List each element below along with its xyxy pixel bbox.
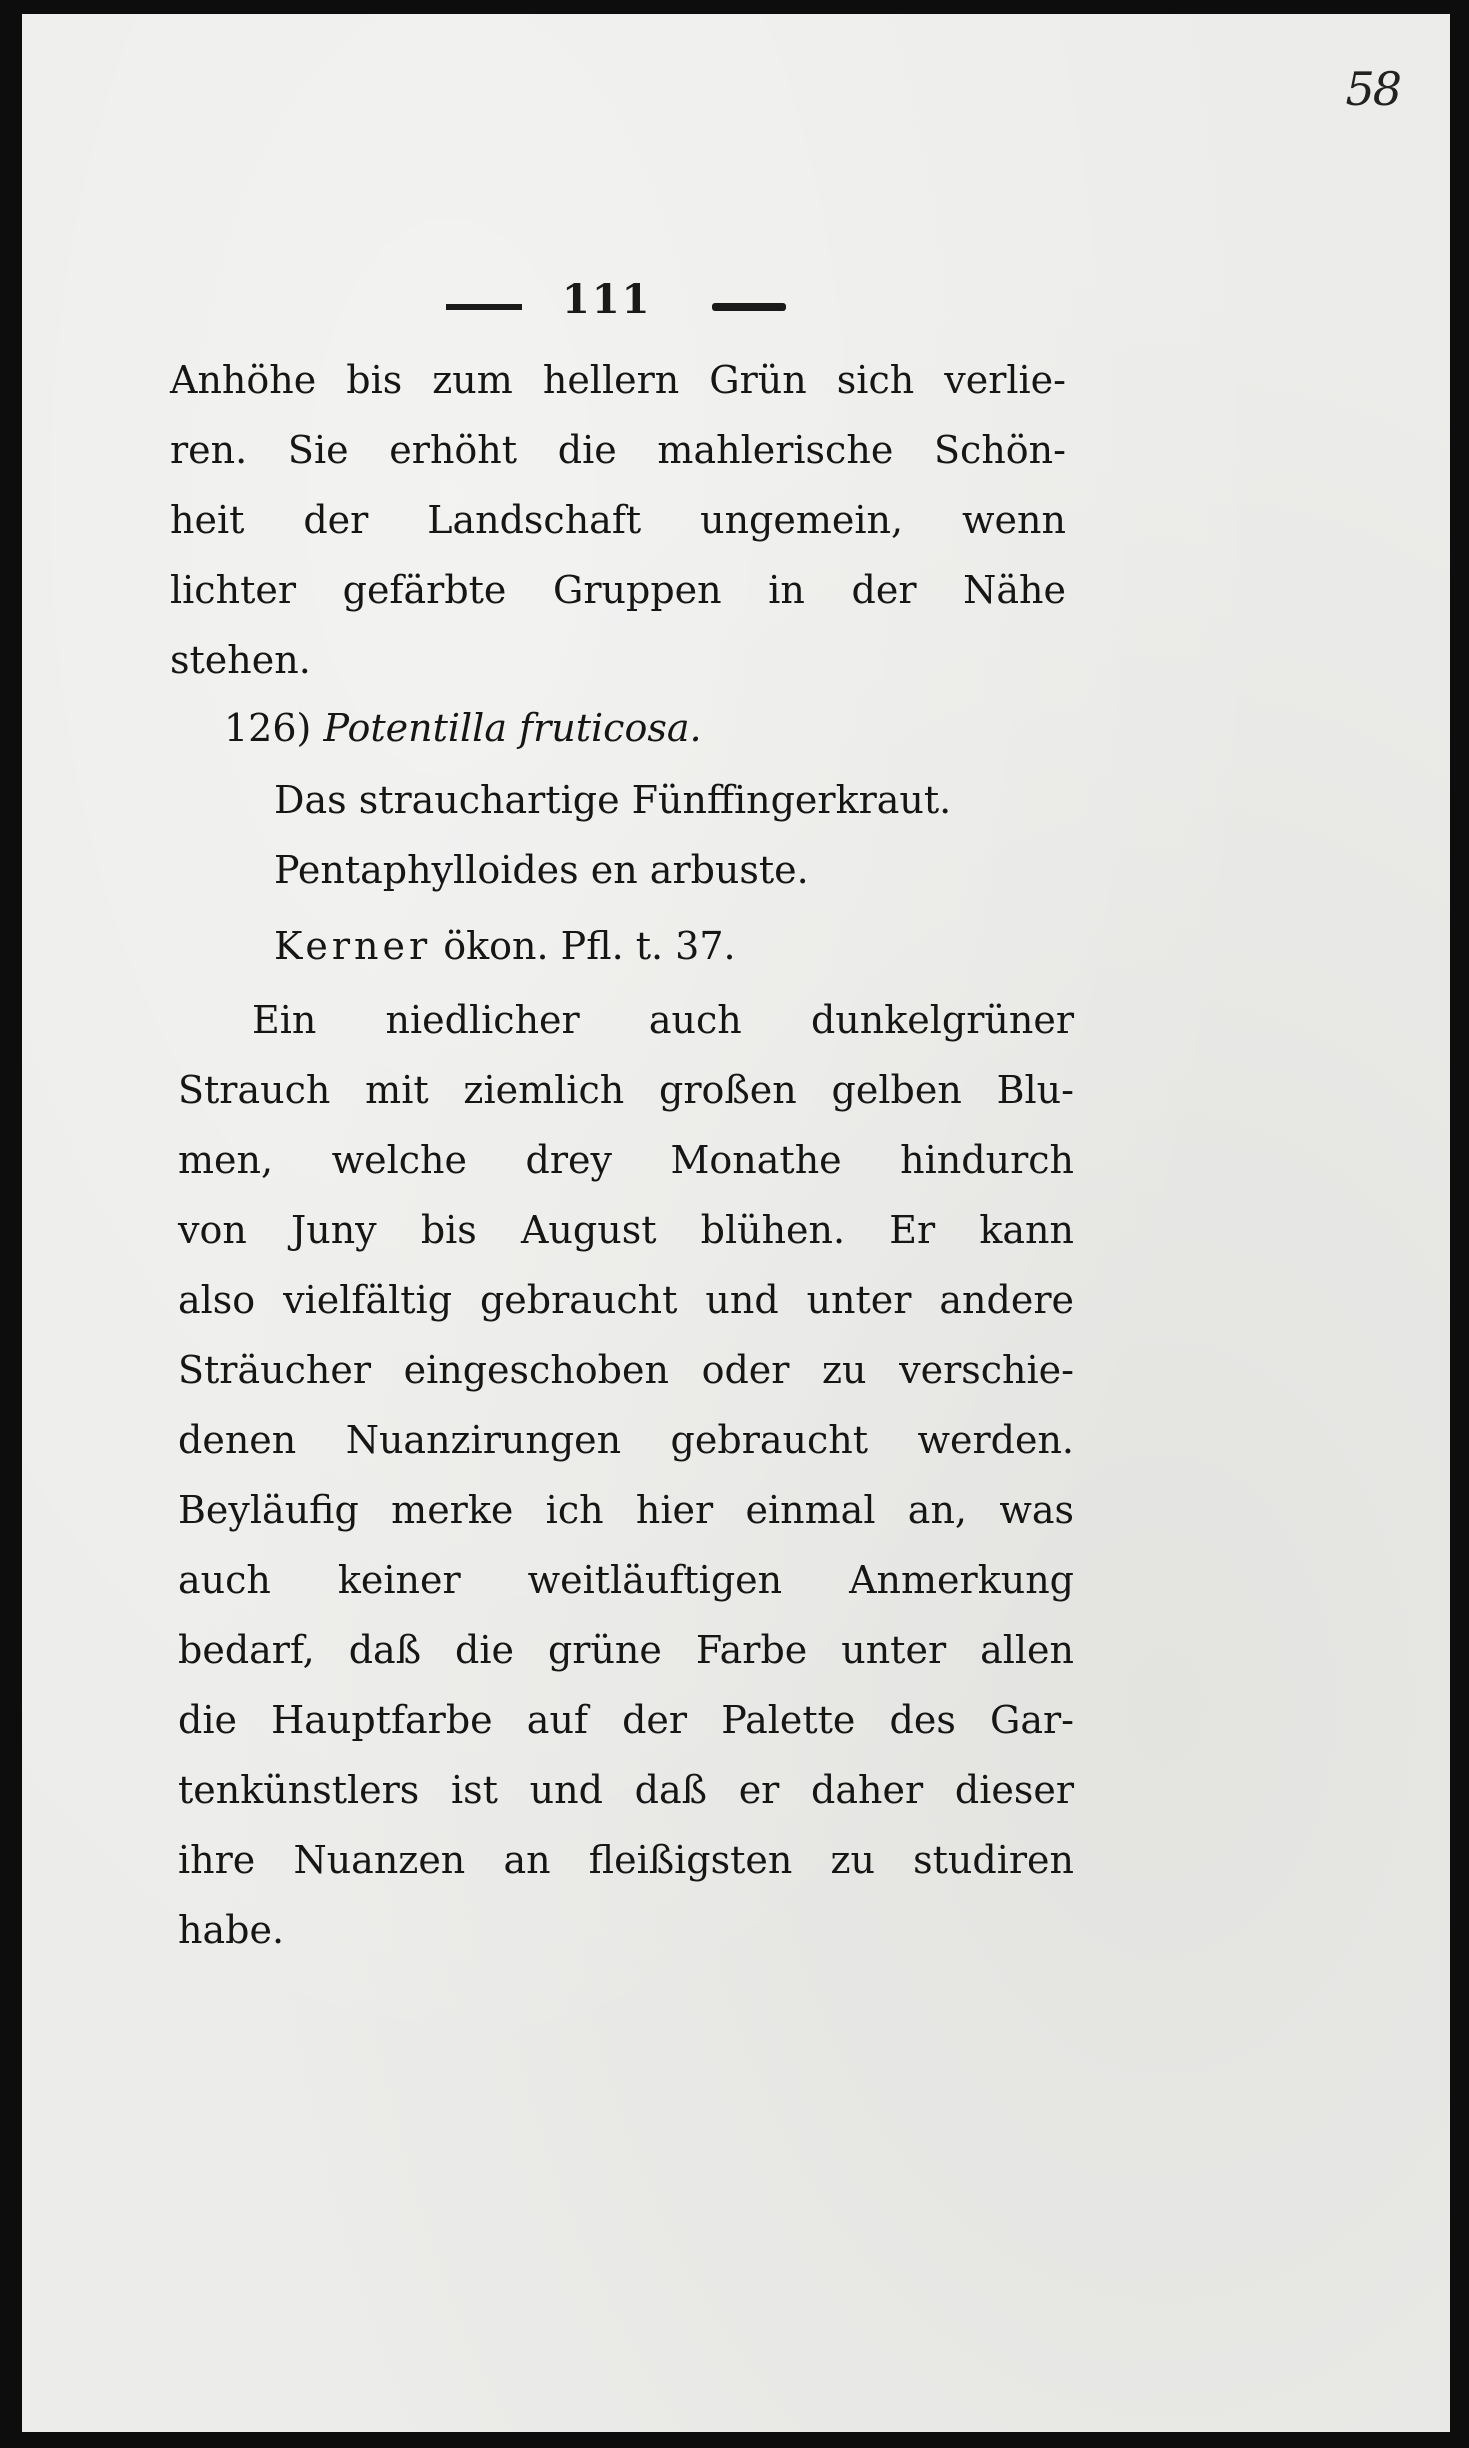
para2-line-5: also vielfältig gebraucht und unter andere [178, 1278, 1074, 1322]
folio-number: 58 [1345, 62, 1400, 116]
para1-line-2: ren. Sie erhöht die mahlerische Schön- [170, 428, 1066, 472]
para2-line-10: bedarf, daß die grüne Farbe unter allen [178, 1628, 1074, 1672]
para1-line-4: lichter gefärbte Gruppen in der Nähe [170, 568, 1066, 612]
reference-rest: ökon. Pfl. t. 37. [443, 924, 736, 968]
para2-line-7: denen Nuanzirungen gebraucht werden. [178, 1418, 1074, 1462]
header-dash-left [446, 304, 522, 310]
para2-line-11: die Hauptfarbe auf der Palette des Gar- [178, 1698, 1074, 1742]
page-header [22, 276, 1450, 336]
para2-line-14: habe. [178, 1908, 285, 1952]
para2-line-9: auch keiner weitläuftigen Anmerkung [178, 1558, 1074, 1602]
reference-author: Kerner [274, 924, 432, 968]
para2-line-6: Sträucher eingeschoben oder zu verschie- [178, 1348, 1074, 1392]
para1-line-1: Anhöhe bis zum hellern Grün sich verlie- [170, 358, 1066, 402]
entry-german-name: Das strauchartige Fünffingerkraut. [274, 778, 952, 822]
header-dash-right [712, 303, 786, 311]
entry-reference [274, 916, 736, 976]
para2-line-12: tenkünstlers ist und daß er daher dieser [178, 1768, 1074, 1812]
book-page [22, 14, 1450, 2432]
entry-latin-name: Potentilla fruticosa. [323, 706, 702, 750]
entry-heading [224, 698, 702, 758]
para2-line-3: men, welche drey Monathe hindurch [178, 1138, 1074, 1182]
para1-line-3: heit der Landschaft ungemein, wenn [170, 498, 1066, 542]
page-number: 111 [562, 276, 652, 323]
para1-line-5: stehen. [170, 638, 311, 682]
para2-line-8: Beyläufig merke ich hier einmal an, was [178, 1488, 1074, 1532]
para2-line-1: Ein niedlicher auch dunkelgrüner [252, 998, 1074, 1042]
para2-line-13: ihre Nuanzen an fleißigsten zu studiren [178, 1838, 1074, 1882]
entry-french-name: Pentaphylloides en arbuste. [274, 848, 809, 892]
entry-number: 126) [224, 706, 312, 750]
para2-line-4: von Juny bis August blühen. Er kann [178, 1208, 1074, 1252]
para2-line-2: Strauch mit ziemlich großen gelben Blu- [178, 1068, 1074, 1112]
